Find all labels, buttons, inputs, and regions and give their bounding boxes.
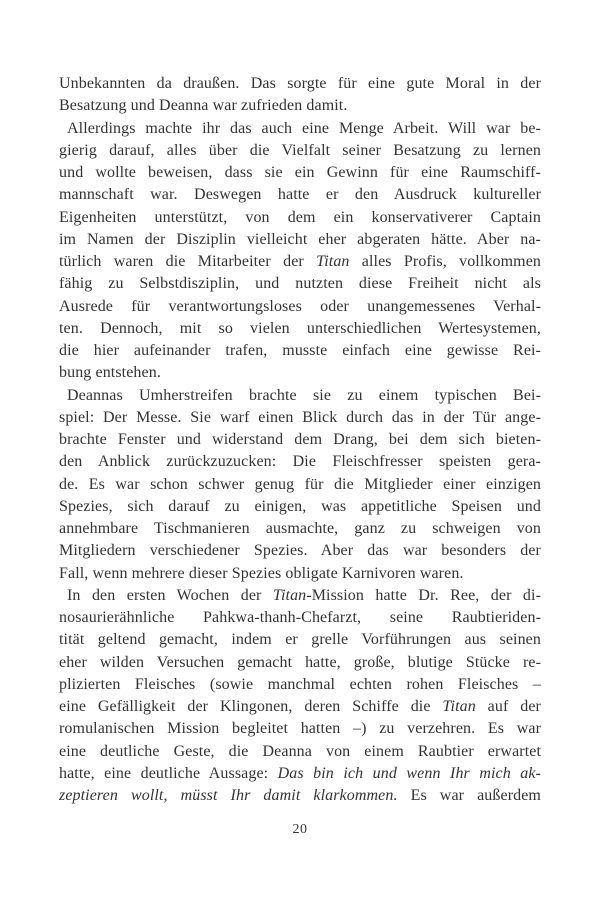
text-segment: türlich waren die Mitarbeiter der bbox=[59, 253, 317, 270]
text-segment: Mitgliedern verschiedener Spezies. Aber das war besonders der bbox=[59, 542, 541, 560]
text-line bbox=[59, 674, 541, 696]
text-segment: Fall, wenn mehrere dieser Spezies obligate Karnivoren waren. bbox=[59, 564, 464, 582]
text-segment: nosaurierähnliche Pahkwa-thanh-Chefarzt, seine Raubtieriden- bbox=[59, 609, 541, 626]
text-line bbox=[59, 785, 541, 807]
text-line bbox=[59, 563, 541, 585]
text-line bbox=[59, 718, 541, 740]
text-segment: ten. Dennoch, mit so vielen unterschiedlichen Wertesystemen, bbox=[59, 319, 541, 337]
text-line bbox=[59, 540, 541, 562]
text-segment: und wollte beweisen, dass sie ein Gewinn für eine Raumschiff- bbox=[59, 164, 541, 181]
text-segment: Spezies, sich darauf zu einigen, was appetitliche Speisen und bbox=[59, 497, 541, 515]
text-line bbox=[59, 518, 541, 540]
paragraph bbox=[59, 73, 541, 118]
text-segment: brachte Fenster und widerstand dem Drang, bei dem sich bieten- bbox=[59, 431, 541, 448]
paragraph bbox=[59, 585, 541, 808]
paragraph bbox=[59, 385, 541, 585]
text-line bbox=[59, 273, 541, 295]
text-line bbox=[59, 496, 541, 518]
text-segment: Allerdings machte ihr das auch eine Menge Arbeit. Will war be- bbox=[67, 119, 541, 137]
text-segment: eher wilden Versuchen gemacht hatte, große, blutige Stücke re- bbox=[59, 653, 541, 671]
italic-text-segment: Das bin ich und wenn Ihr mich ak- bbox=[277, 764, 541, 782]
text-segment: den Anblick zurückzuzucken: Die Fleischfresser speisten gera- bbox=[59, 453, 541, 471]
text-segment: Deannas Umherstreifen brachte sie zu einem typischen Bei- bbox=[67, 386, 541, 404]
text-line bbox=[59, 251, 541, 273]
text-line bbox=[59, 296, 541, 318]
text-segment: romulanischen Mission begleitet hatten –) zu verzehren. Es war bbox=[59, 720, 541, 738]
text-segment: gierig darauf, alles über die Vielfalt seiner Besatzung zu lernen bbox=[59, 141, 541, 159]
text-segment: Besatzung und Deanna war zufrieden damit. bbox=[59, 97, 348, 115]
text-segment: die hier aufeinander trafen, musste einfach eine gewisse Rei- bbox=[59, 342, 541, 359]
text-segment: spiel: Der Messe. Sie warf einen Blick durch das in der Tür ange- bbox=[59, 408, 541, 426]
text-line bbox=[59, 474, 541, 496]
text-segment: alles Profis, vollkommen bbox=[349, 253, 541, 270]
text-line bbox=[59, 696, 541, 718]
paragraph bbox=[59, 118, 541, 385]
italic-text-segment: zeptieren wollt, müsst Ihr damit klarkommen. bbox=[59, 787, 398, 804]
text-line bbox=[59, 385, 541, 407]
text-line bbox=[59, 585, 541, 607]
text-line bbox=[59, 207, 541, 229]
text-segment: eine Gefälligkeit der Klingonen, deren Schiffe die bbox=[59, 698, 443, 715]
text-segment: hatte, eine deutliche Aussage: bbox=[59, 764, 278, 782]
text-line bbox=[59, 607, 541, 629]
text-line bbox=[59, 118, 541, 140]
text-line bbox=[59, 340, 541, 362]
text-line bbox=[59, 429, 541, 451]
text-segment: Unbekannten da draußen. Das sorgte für eine gute Moral in der bbox=[59, 75, 541, 92]
text-segment: fähig zu Selbstdisziplin, und nutzten diese Freiheit nicht als bbox=[59, 275, 541, 293]
text-line bbox=[59, 629, 541, 651]
text-line bbox=[59, 362, 541, 384]
text-line bbox=[59, 140, 541, 162]
italic-text-segment: Titan bbox=[316, 253, 350, 270]
text-line bbox=[59, 652, 541, 674]
text-line bbox=[59, 95, 541, 117]
text-line bbox=[59, 741, 541, 763]
text-line bbox=[59, 407, 541, 429]
text-segment: Eigenheiten unterstützt, von dem ein konservativerer Captain bbox=[59, 208, 541, 226]
text-column bbox=[59, 73, 541, 807]
page-number: 20 bbox=[292, 822, 308, 837]
text-segment: tität geltend gemacht, indem er grelle Vorführungen aus seinen bbox=[59, 631, 541, 649]
text-segment: im Namen der Disziplin vielleicht eher abgeraten hätte. Aber na- bbox=[59, 230, 541, 248]
text-segment: Ausrede für verantwortungsloses oder unangemessenes Verhal- bbox=[59, 297, 541, 315]
text-line bbox=[59, 73, 541, 95]
text-line bbox=[59, 318, 541, 340]
text-segment: Es war außerdem bbox=[397, 787, 541, 804]
text-segment: mannschaft war. Deswegen hatte er den Ausdruck kultureller bbox=[59, 186, 541, 204]
text-segment: bung entstehen. bbox=[59, 364, 161, 382]
italic-text-segment: Titan bbox=[442, 698, 476, 715]
text-line bbox=[59, 763, 541, 785]
text-segment: eine deutliche Geste, die Deanna von einem Raubtier erwartet bbox=[59, 742, 541, 760]
italic-text-segment: Titan bbox=[272, 586, 307, 604]
text-segment: -Mission hatte Dr. Ree, der di- bbox=[306, 586, 541, 604]
text-segment: plizierten Fleisches (sowie manchmal echten rohen Fleisches – bbox=[59, 675, 541, 693]
text-line bbox=[59, 184, 541, 206]
text-segment: de. Es war schon schwer genug für die Mitglieder einer einzigen bbox=[59, 475, 541, 493]
text-line bbox=[59, 162, 541, 184]
text-segment: In den ersten Wochen der bbox=[67, 586, 273, 604]
text-segment: auf der bbox=[475, 698, 541, 715]
text-segment: annehmbare Tischmanieren ausmachte, ganz zu schweigen von bbox=[59, 520, 541, 537]
text-line bbox=[59, 229, 541, 251]
text-line bbox=[59, 451, 541, 473]
